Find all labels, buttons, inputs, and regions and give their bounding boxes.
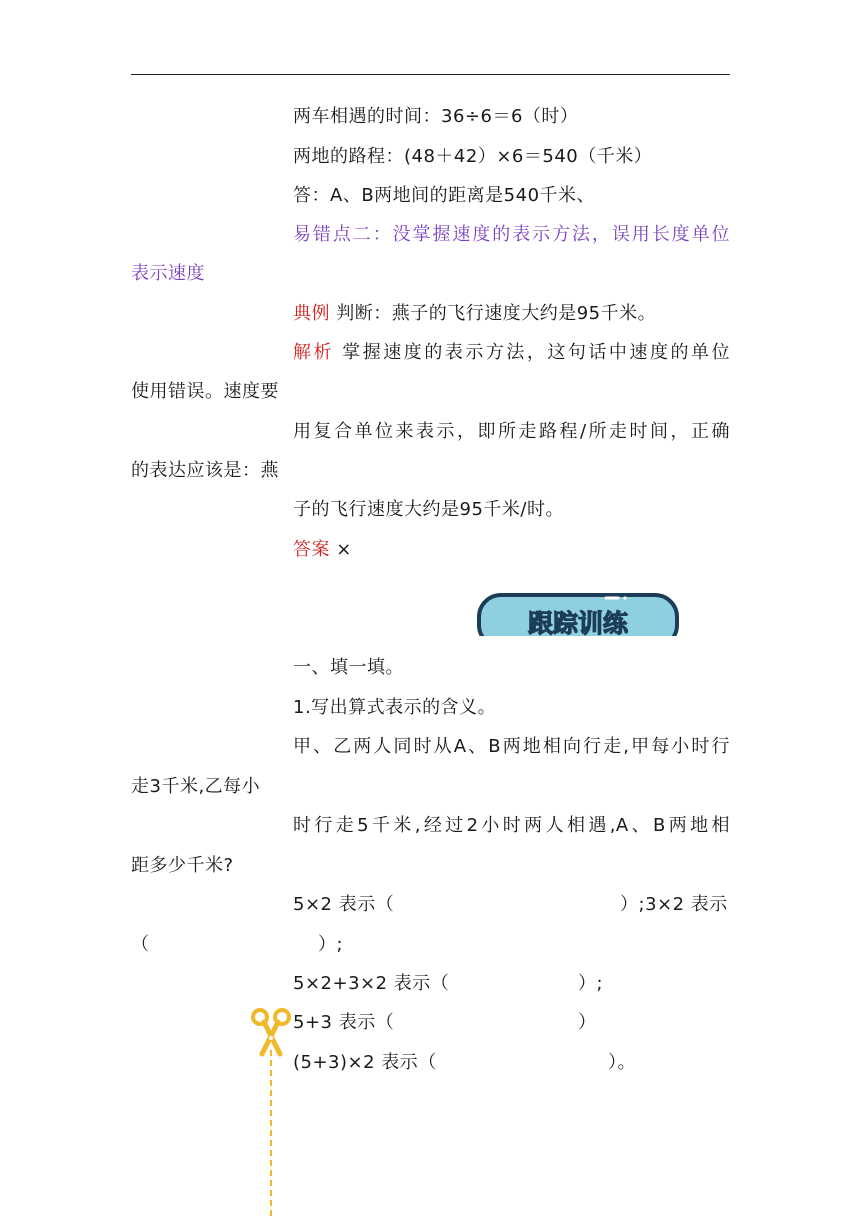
blank-label: (5+3)×2 表示（ [293, 1052, 437, 1073]
cut-line [270, 1050, 272, 1216]
badge-text: 跟踪训练 [527, 609, 629, 638]
analysis-line [293, 342, 730, 364]
answer-text: × [336, 539, 352, 560]
text-line: 两车相遇的时间：36÷6＝6（时） [293, 106, 579, 127]
text-line: 甲、乙两人同时从A、B两地相向行走,甲每小时行 [293, 736, 730, 757]
blank-label: （ [131, 934, 150, 955]
blank-label: ）。 [608, 1052, 636, 1073]
text-line: 两地的路程：(48＋42）×6＝540（千米） [293, 146, 653, 167]
question-title: 1.写出算式表示的含义。 [293, 697, 497, 718]
text-line: 答：A、B两地间的距离是540千米、 [293, 185, 596, 206]
answer-label: 答案 [293, 539, 330, 560]
text-line: 使用错误。速度要 [131, 381, 279, 402]
text-line: 走3千米,乙每小 [131, 776, 261, 797]
blank-label: ）; [318, 934, 344, 955]
blank-label: 5×2 表示（ [293, 894, 395, 915]
analysis-label: 解析 [293, 342, 335, 363]
example-text: 判断：燕子的飞行速度大约是95千米。 [336, 303, 657, 324]
text-line: 的表达应该是：燕 [131, 460, 279, 481]
text-line: 子的飞行速度大约是95千米/时。 [293, 499, 564, 520]
blank-label: 5×2+3×2 表示（ [293, 973, 450, 994]
blank-label: ）;3×2 表示 [620, 894, 728, 915]
text-line: 用复合单位来表示，即所走路程/所走时间，正确 [293, 421, 730, 442]
example-line [293, 303, 656, 325]
blank-label: ）; [578, 973, 604, 994]
example-label: 典例 [293, 303, 330, 324]
text-line: 距多少千米? [131, 855, 234, 876]
scissors-icon [250, 1006, 292, 1058]
answer-line [293, 539, 352, 561]
mistake-heading-cont: 表示速度 [131, 263, 205, 284]
section-badge [476, 592, 680, 650]
text-line: 时行走5千米,经过2小时两人相遇,A、B两地相 [293, 815, 730, 836]
blank-label: 5+3 表示（ [293, 1012, 395, 1033]
header-rule [131, 74, 730, 75]
section-title: 一、填一填。 [293, 657, 404, 678]
mistake-heading: 易错点二：没掌握速度的表示方法，误用长度单位 [293, 224, 730, 245]
analysis-text: 掌握速度的表示方法，这句话中速度的单位 [342, 342, 730, 363]
blank-label: ） [578, 1012, 597, 1033]
